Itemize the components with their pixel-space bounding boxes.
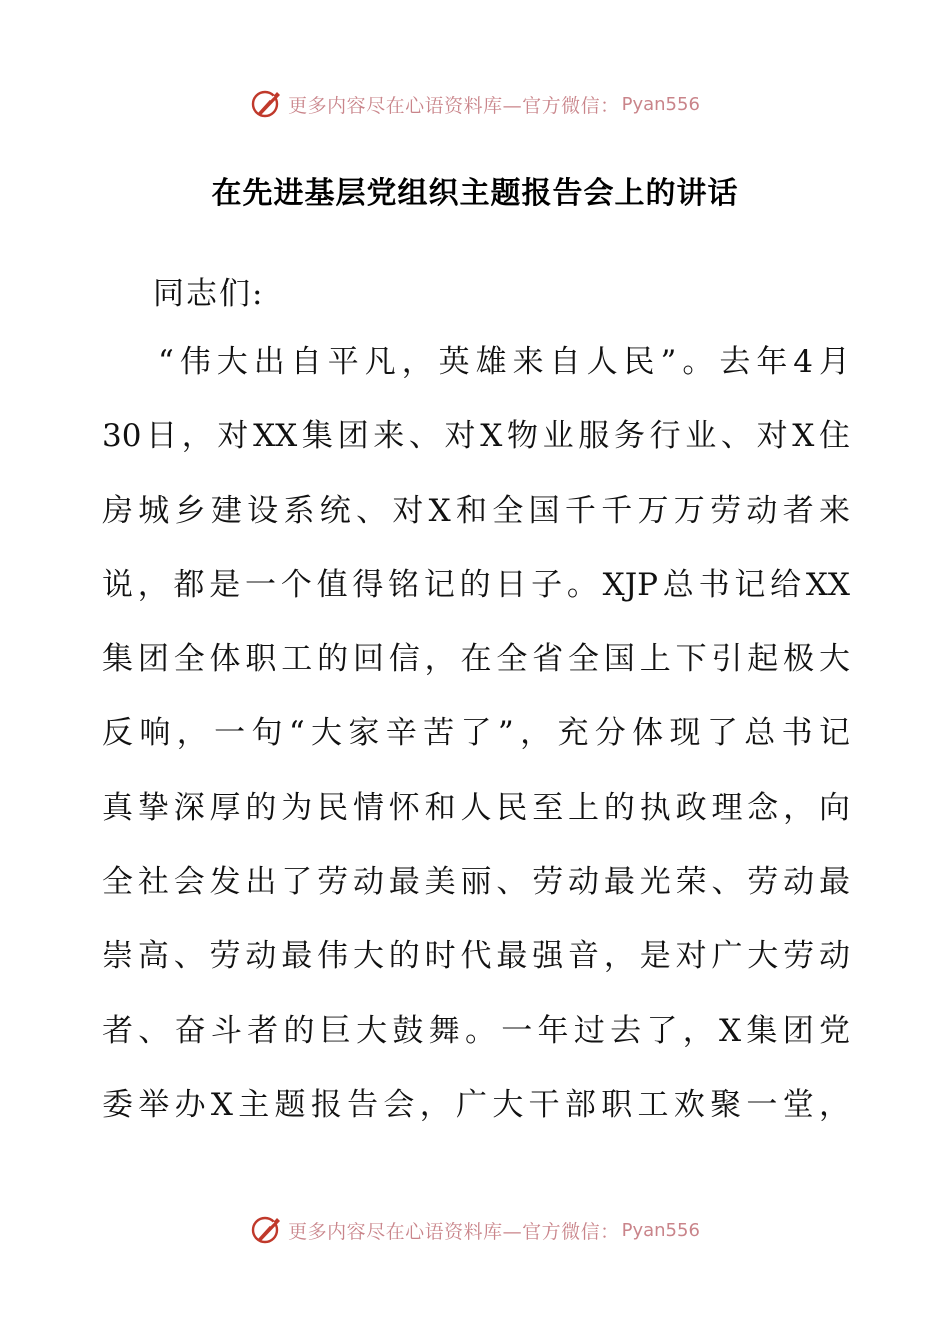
watermark-text: 更多内容尽在心语资料库—官方微信： xyxy=(288,94,620,117)
body-line: 说，都是一个值得铭记的日子。XJP总书记给XX xyxy=(102,566,850,603)
body-line: 反响，一句“大家辛苦了”，充分体现了总书记 xyxy=(102,715,850,752)
body-line: 30日，对XX集团来、对X物业服务行业、对X住 xyxy=(102,418,850,455)
document-title: 在先进基层党组织主题报告会上的讲话 xyxy=(211,176,739,211)
footer-watermark xyxy=(0,1210,950,1250)
salutation: 同志们: xyxy=(153,276,265,312)
body-line: 全社会发出了劳动最美丽、劳动最光荣、劳动最 xyxy=(102,864,850,901)
body-line: 崇高、劳动最伟大的时代最强音，是对广大劳动 xyxy=(102,938,850,975)
body-line: 委举办X主题报告会，广大干部职工欢聚一堂， xyxy=(102,1086,850,1123)
body-line: “伟大出自平凡，英雄来自人民”。去年4月 xyxy=(158,344,850,380)
watermark-wechat-id: Pyan556 xyxy=(621,1219,700,1241)
watermark-wechat-id: Pyan556 xyxy=(621,93,700,115)
body-line: 者、奋斗者的巨大鼓舞。一年过去了，X集团党 xyxy=(102,1012,850,1049)
body-line: 集团全体职工的回信，在全省全国上下引起极大 xyxy=(102,641,850,678)
watermark-text: 更多内容尽在心语资料库—官方微信： xyxy=(288,1220,620,1243)
body-text xyxy=(102,332,850,1149)
body-line: 真挚深厚的为民情怀和人民至上的执政理念，向 xyxy=(102,789,850,826)
header-watermark xyxy=(0,84,950,124)
body-line: 房城乡建设系统、对X和全国千千万万劳动者来 xyxy=(102,492,850,529)
quill-pen-circle-icon xyxy=(250,1213,284,1247)
quill-pen-circle-icon xyxy=(250,87,284,121)
